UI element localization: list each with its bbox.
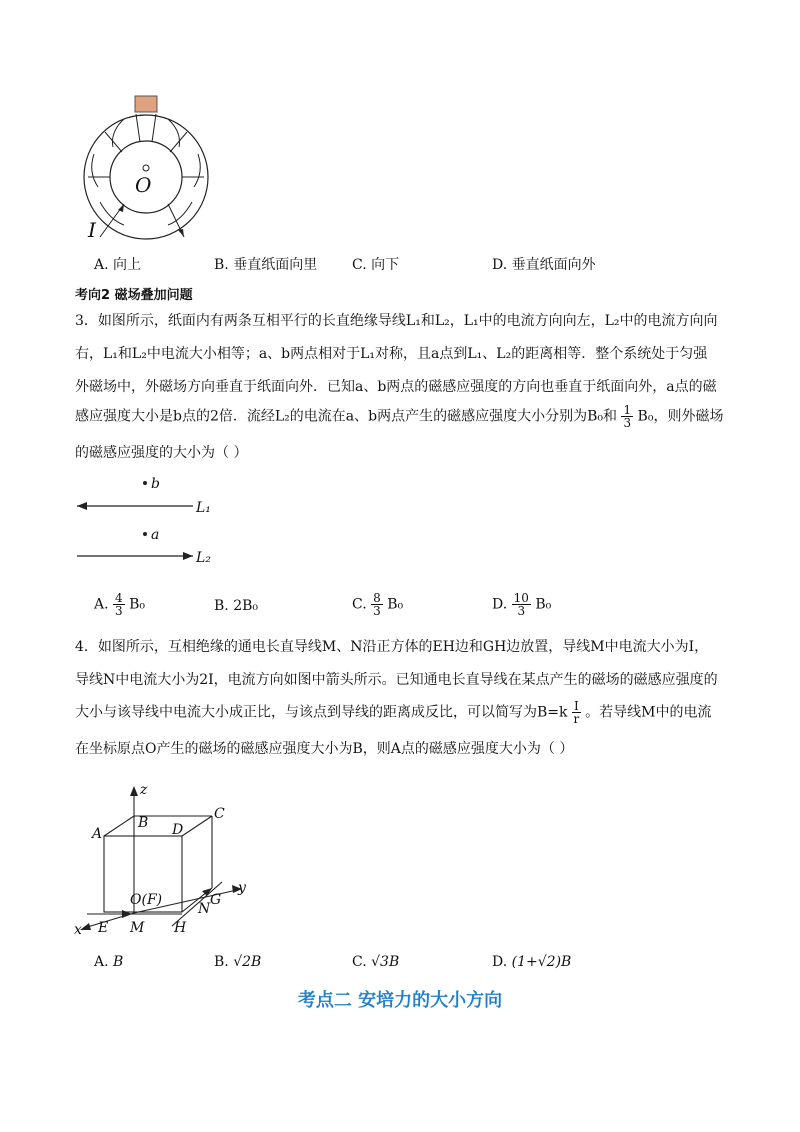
q2-option-c[interactable]: C. 向下 <box>352 257 400 273</box>
q4-option-c[interactable]: C. √3B <box>352 954 400 970</box>
toroid-label-O: O <box>135 173 152 197</box>
fig4-label-H: H <box>174 920 187 936</box>
q4-option-a[interactable]: A. B <box>94 954 124 970</box>
section-title: 考点二 安培力的大小方向 <box>297 990 503 1011</box>
fig3-label-b: b <box>151 476 160 492</box>
fig4-label-B: B <box>138 815 149 831</box>
q4-fraction: $\frac{I}{r}$ <box>573 699 580 726</box>
q3-line-3: 外磁场中，外磁场方向垂直于纸面向外．已知a、b两点的磁感应强度的方向也垂直于纸面向外，a点的磁 <box>75 379 717 395</box>
q4-line-4: 在坐标原点O产生的磁场的磁感应强度大小为B，则A点的磁感应强度大小为（ ） <box>75 741 574 757</box>
section-heading-2: 考向2 磁场叠加问题 <box>75 288 193 303</box>
q3-line-2: 右，L₁和L₂中电流大小相等；a、b两点相对于L₁对称，且a点到L₁、L₂的距离相等．整个系统处于匀强 <box>75 346 708 362</box>
q4-option-b[interactable]: B. √2B <box>214 954 262 970</box>
q2-option-b[interactable]: B. 垂直纸面向里 <box>214 257 318 273</box>
q3-option-d[interactable]: D. $\frac{10}{3}$ B₀ <box>492 591 552 618</box>
q3-option-c[interactable]: C. $\frac{8}{3}$ B₀ <box>352 591 404 618</box>
q4-line-1: 4．如图所示，互相绝缘的通电长直导线M、N沿正方体的EH边和GH边放置，导线M中电流大小为I， <box>75 639 709 655</box>
fig4-label-E: E <box>98 920 109 936</box>
fig4-label-y: y <box>238 880 246 896</box>
q3-fraction: $\frac{1}{3}$ <box>623 403 632 430</box>
fig4-label-N: N <box>198 901 211 917</box>
fig4-label-O: O(F) <box>130 892 163 908</box>
q2-option-a[interactable]: A. 向上 <box>94 257 142 273</box>
q4-line-2: 导线N中电流大小为2I，电流方向如图中箭头所示。已知通电长直导线在某点产生的磁场的磁感应强度的 <box>75 672 718 688</box>
q3-option-b[interactable]: B. 2B₀ <box>214 598 259 614</box>
fig4-label-z: z <box>140 782 148 798</box>
fig4-label-A: A <box>92 826 103 842</box>
q3-line-1: 3．如图所示，纸面内有两条互相平行的长直绝缘导线L₁和L₂，L₁中的电流方向向左，L₂中的电流方向向 <box>75 313 718 329</box>
fig4-label-M: M <box>130 920 145 936</box>
toroid-label-I: I <box>88 218 96 242</box>
fig3-label-a: a <box>151 527 160 543</box>
q4-option-d[interactable]: D. (1+√2)B <box>492 954 572 970</box>
q4-line-3: 大小与该导线中电流大小成正比，与该点到导线的距离成反比，可以简写为B=k $\frac{I}{r}$ 。若导线M中的电流 <box>75 699 712 726</box>
fig4-label-G: G <box>210 892 222 908</box>
fig3-label-L2: L₂ <box>196 550 211 566</box>
fig4-label-x: x <box>74 922 82 938</box>
q2-option-d[interactable]: D. 垂直纸面向外 <box>492 257 596 273</box>
q3-line-4: 感应强度大小是b点的2倍．流经L₂的电流在a、b两点产生的磁感应强度大小分别为B₀和 $\frac{1}{3}$ B₀，则外磁场 <box>75 403 724 430</box>
fig4-label-D: D <box>172 822 184 838</box>
fig4-label-C: C <box>214 806 225 822</box>
fig3-label-L1: L₁ <box>196 500 211 516</box>
q3-option-a[interactable]: A. $\frac{4}{3}$ B₀ <box>94 591 146 618</box>
toroid-figure <box>80 92 220 242</box>
q3-line-5: 的磁感应强度的大小为（ ） <box>75 445 248 461</box>
